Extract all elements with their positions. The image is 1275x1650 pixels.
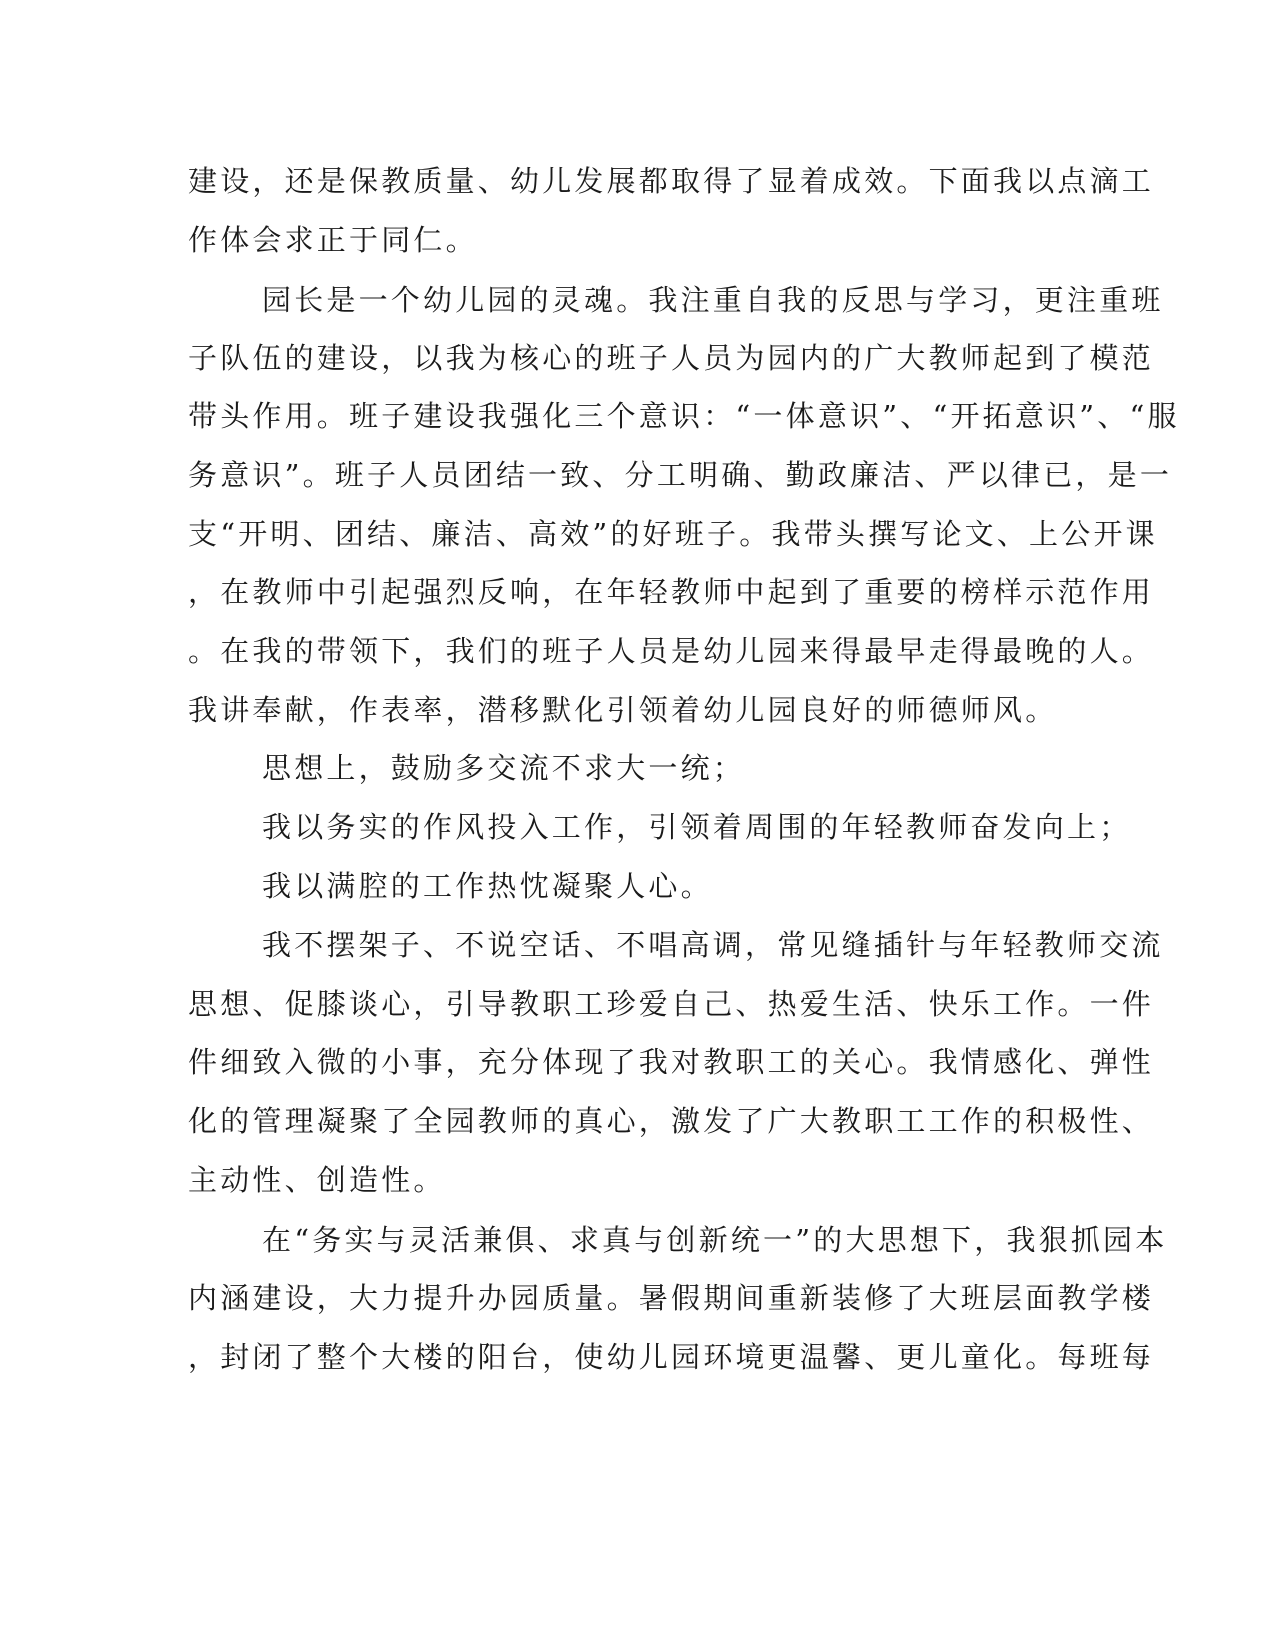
text-line: 。在我的带领下，我们的班子人员是幼儿园来得最早走得最晚的人。 <box>188 634 1155 668</box>
paragraph-start-line: 思想上，鼓励多交流不求大一统； <box>262 751 746 785</box>
paragraph-start-line: 我以满腔的工作热忱凝聚人心。 <box>262 869 713 903</box>
text-line: 主动性、创造性。 <box>188 1163 446 1197</box>
text-line: 子队伍的建设，以我为核心的班子人员为园内的广大教师起到了模范 <box>188 341 1155 375</box>
paragraph-start-line: 我以务实的作风投入工作，引领着周围的年轻教师奋发向上； <box>262 810 1132 844</box>
text-line: 化的管理凝聚了全园教师的真心，激发了广大教职工工作的积极性、 <box>188 1104 1155 1138</box>
text-line: 内涵建设，大力提升办园质量。暑假期间重新装修了大班层面教学楼 <box>188 1281 1155 1315</box>
paragraph-start-line: 我不摆架子、不说空话、不唱高调，常见缝插针与年轻教师交流 <box>262 928 1164 962</box>
text-line: 带头作用。班子建设我强化三个意识：“一体意识”、“开拓意识”、“服 <box>188 399 1180 433</box>
paragraph-start-line: 园长是一个幼儿园的灵魂。我注重自我的反思与学习，更注重班 <box>262 283 1164 317</box>
text-line: 我讲奉献，作表率，潜移默化引领着幼儿园良好的师德师风。 <box>188 693 1058 727</box>
text-line: 作体会求正于同仁。 <box>188 223 478 257</box>
paragraph-start-line: 在“务实与灵活兼俱、求真与创新统一”的大思想下，我狠抓园本 <box>262 1223 1168 1257</box>
text-line: 思想、促膝谈心，引导教职工珍爱自己、热爱生活、快乐工作。一件 <box>188 987 1155 1021</box>
text-line: 建设，还是保教质量、幼儿发展都取得了显着成效。下面我以点滴工 <box>188 164 1155 198</box>
text-line: ，封闭了整个大楼的阳台，使幼儿园环境更温馨、更儿童化。每班每 <box>188 1340 1155 1374</box>
text-line: 支“开明、团结、廉洁、高效”的好班子。我带头撰写论文、上公开课 <box>188 517 1158 551</box>
text-line: 件细致入微的小事，充分体现了我对教职工的关心。我情感化、弹性 <box>188 1045 1155 1079</box>
text-line: 务意识”。班子人员团结一致、分工明确、勤政廉洁、严以律已，是一 <box>188 458 1173 492</box>
text-line: ，在教师中引起强烈反响，在年轻教师中起到了重要的榜样示范作用 <box>188 575 1155 609</box>
